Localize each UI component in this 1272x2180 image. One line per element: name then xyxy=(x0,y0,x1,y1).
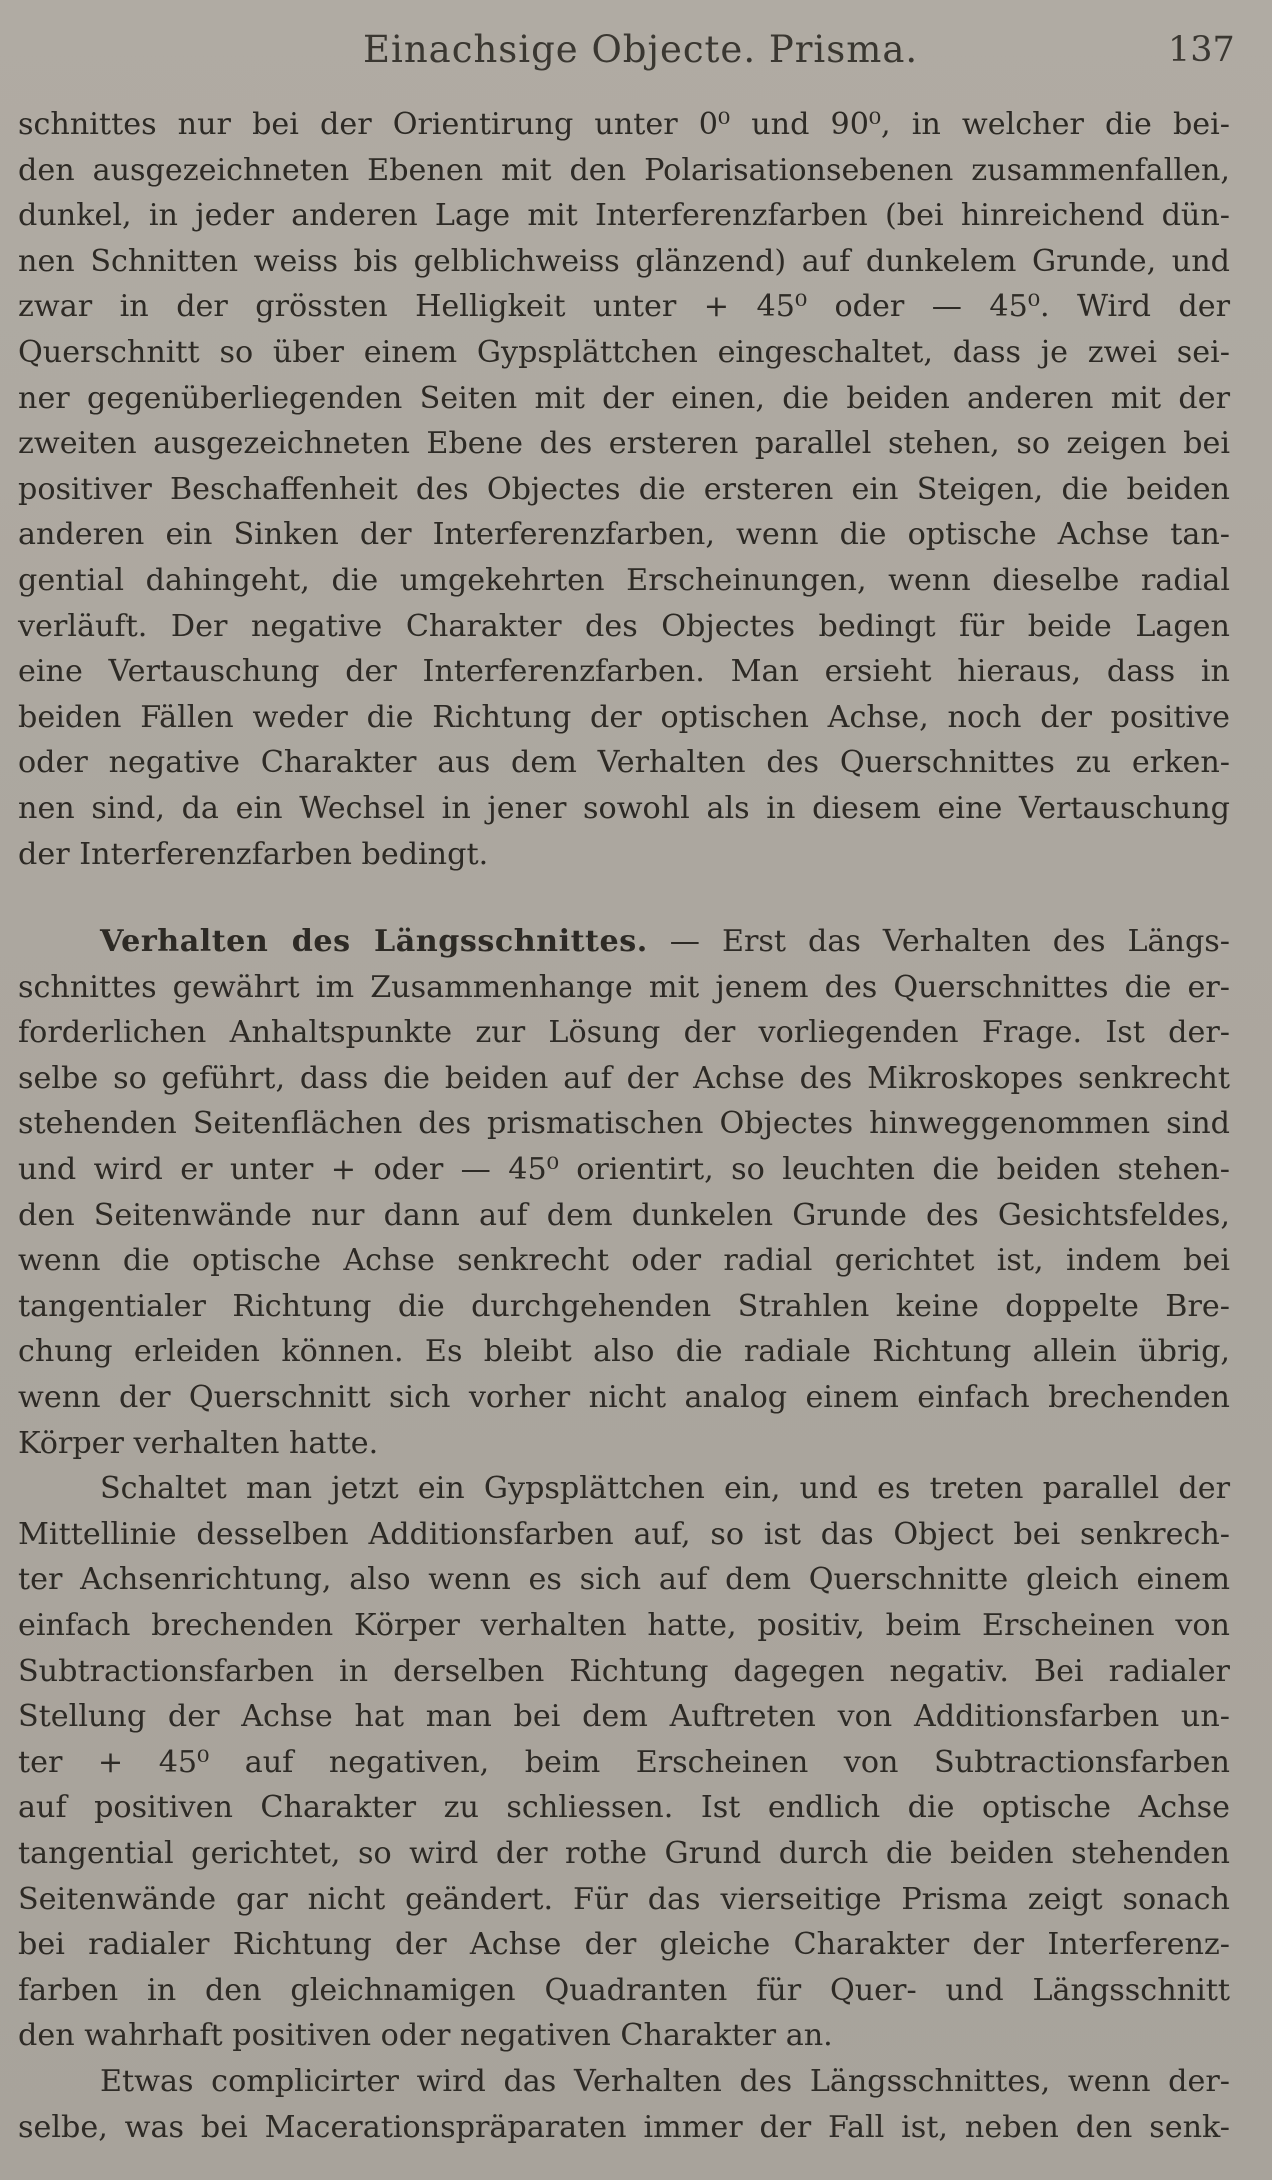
text-line: farben in den gleichnamigen Quadranten für Quer- und Längsschnitt xyxy=(18,1972,1230,2008)
section-laengsschnitt xyxy=(18,919,1230,1466)
text-line: den wahrhaft positiven oder negativen Charakter an. xyxy=(18,2018,833,2054)
page-body xyxy=(18,102,1230,2150)
text-line: beiden Fällen weder die Richtung der optischen Achse, noch der positive xyxy=(18,699,1230,735)
section-gap xyxy=(18,877,1230,919)
text-line: nen sind, da ein Wechsel in jener sowohl als in diesem eine Vertauschung xyxy=(18,790,1230,826)
section-first-line-text: — Erst das Verhalten des Längs- xyxy=(647,924,1230,960)
page-number: 137 xyxy=(1168,30,1235,70)
text-line: ner gegenüberliegenden Seiten mit der einen, die beiden anderen mit der xyxy=(18,380,1230,416)
text-line: bei radialer Richtung der Achse der gleiche Charakter der Interferenz- xyxy=(18,1927,1230,1963)
text-line: oder negative Charakter aus dem Verhalten des Querschnittes zu erken- xyxy=(18,745,1230,781)
section-heading: Verhalten des Längsschnittes. xyxy=(100,924,648,960)
text-line: der Interferenzfarben bedingt. xyxy=(18,836,489,872)
text-line: zweiten ausgezeichneten Ebene des ersteren parallel stehen, so zeigen bei xyxy=(18,426,1230,462)
paragraph-3 xyxy=(18,1466,1230,2059)
running-header xyxy=(0,20,1272,80)
text-line: gential dahingeht, die umgekehrten Erscheinungen, wenn dieselbe radial xyxy=(18,562,1230,598)
text-line: Etwas complicirter wird das Verhalten des Längsschnittes, wenn der- xyxy=(100,2063,1230,2099)
text-line: und wird er unter + oder — 45⁰ orientirt, so leuchten die beiden stehen- xyxy=(18,1152,1230,1188)
paragraph-4 xyxy=(18,2059,1230,2150)
text-line: Querschnitt so über einem Gypsplättchen eingeschaltet, dass je zwei sei- xyxy=(18,334,1230,370)
text-line: dunkel, in jeder anderen Lage mit Interferenzfarben (bei hinreichend dün- xyxy=(18,198,1230,234)
text-line: ter + 45⁰ auf negativen, beim Erscheinen von Subtractionsfarben xyxy=(18,1744,1230,1780)
text-line: wenn der Querschnitt sich vorher nicht analog einem einfach brechenden xyxy=(18,1380,1230,1416)
text-line: Schaltet man jetzt ein Gypsplättchen ein, und es treten parallel der xyxy=(100,1471,1230,1507)
section-first-line xyxy=(18,919,1230,965)
text-line: selbe, was bei Macerationspräparaten immer der Fall ist, neben den senk- xyxy=(18,2109,1230,2145)
header-title: Einachsige Objecte. Prisma. xyxy=(363,28,919,71)
text-line: Subtractionsfarben in derselben Richtung dagegen negativ. Bei radialer xyxy=(18,1653,1230,1689)
text-line: einfach brechenden Körper verhalten hatte, positiv, beim Erscheinen von xyxy=(18,1608,1230,1643)
text-line: tangential gerichtet, so wird der rothe Grund durch die beiden stehenden xyxy=(18,1835,1230,1871)
text-line: chung erleiden können. Es bleibt also die radiale Richtung allein übrig, xyxy=(18,1334,1230,1370)
text-line: ter Achsenrichtung, also wenn es sich auf dem Querschnitte gleich einem xyxy=(18,1562,1230,1598)
text-line: zwar in der grössten Helligkeit unter + 45⁰ oder — 45⁰. Wird der xyxy=(18,289,1230,325)
text-line: anderen ein Sinken der Interferenzfarben, wenn die optische Achse tan- xyxy=(18,517,1230,553)
text-line: positiver Beschaffenheit des Objectes die ersteren ein Steigen, die beiden xyxy=(18,471,1230,507)
text-line: schnittes gewährt im Zusammenhange mit jenem des Querschnittes die er- xyxy=(18,969,1230,1005)
text-line: Stellung der Achse hat man bei dem Auftreten von Additionsfarben un- xyxy=(18,1699,1230,1735)
text-line: Mittellinie desselben Additionsfarben auf, so ist das Object bei senkrech- xyxy=(18,1516,1230,1552)
text-line: auf positiven Charakter zu schliessen. Ist endlich die optische Achse xyxy=(18,1790,1230,1826)
text-line: den Seitenwände nur dann auf dem dunkelen Grunde des Gesichtsfeldes, xyxy=(18,1197,1230,1233)
text-line: wenn die optische Achse senkrecht oder radial gerichtet ist, indem bei xyxy=(18,1243,1230,1279)
paragraph-1 xyxy=(18,102,1230,877)
text-line: den ausgezeichneten Ebenen mit den Polarisationsebenen zusammenfallen, xyxy=(18,152,1230,188)
text-line: schnittes nur bei der Orientirung unter 0⁰ und 90⁰, in welcher die bei- xyxy=(18,107,1230,142)
text-line: forderlichen Anhaltspunkte zur Lösung der vorliegenden Frage. Ist der- xyxy=(18,1015,1230,1051)
text-line: nen Schnitten weiss bis gelblichweiss glänzend) auf dunkelem Grunde, und xyxy=(18,243,1230,279)
text-line: verläuft. Der negative Charakter des Objectes bedingt für beide Lagen xyxy=(18,608,1230,644)
text-line: eine Vertauschung der Interferenzfarben. Man ersieht hieraus, dass in xyxy=(18,654,1230,690)
text-line: selbe so geführt, dass die beiden auf der Achse des Mikroskopes senkrecht xyxy=(18,1060,1230,1096)
text-line: tangentialer Richtung die durchgehenden Strahlen keine doppelte Bre- xyxy=(18,1288,1230,1324)
text-line: stehenden Seitenflächen des prismatischen Objectes hinweggenommen sind xyxy=(18,1106,1230,1142)
text-line: Körper verhalten hatte. xyxy=(18,1425,379,1461)
text-line: Seitenwände gar nicht geändert. Für das vierseitige Prisma zeigt sonach xyxy=(18,1881,1230,1917)
